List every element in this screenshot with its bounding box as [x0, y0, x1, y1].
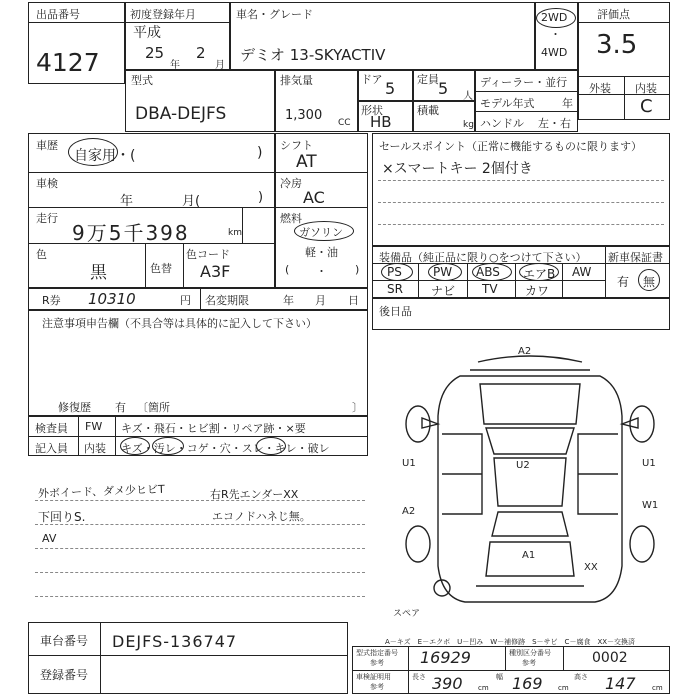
divider: [145, 243, 146, 288]
interior-row-label: 内装: [84, 442, 106, 455]
model-label: 型式: [131, 74, 153, 87]
divider: [515, 263, 516, 298]
mark-left-rear: A2: [402, 506, 416, 517]
width-value: 169: [512, 674, 543, 693]
comment-right-2: エコノドハネじ無。: [212, 510, 311, 523]
height-label: 高さ: [574, 673, 588, 681]
length-value: 390: [432, 674, 463, 693]
name-change-month: 月: [315, 294, 326, 307]
month-value: 2: [196, 44, 206, 62]
divider: [275, 207, 368, 208]
divider: [605, 246, 606, 298]
category-value: 0002: [592, 650, 628, 666]
interior-row-text: キズ・汚レ・コゲ・穴・スレ・キレ・破レ: [121, 442, 330, 455]
r-ticket-value: 10310: [88, 290, 136, 308]
car-name-value: デミオ 13-SKYACTIV: [240, 46, 386, 64]
equip-pw: PW: [433, 265, 453, 279]
designation-value: 16929: [420, 648, 471, 667]
divider: [28, 243, 275, 244]
fuel-dot: ・: [316, 265, 327, 278]
color-change-label: 色替: [150, 262, 172, 275]
equip-ps: PS: [387, 265, 402, 279]
divider: [115, 416, 116, 456]
width-label: 幅: [496, 673, 503, 681]
fuel-paren-right: ): [355, 263, 360, 276]
after-install-box: [372, 298, 670, 330]
fuel-label: 燃料: [280, 212, 302, 225]
cert-label: 車検証明用: [356, 673, 391, 681]
divider: [475, 111, 578, 112]
mileage-unit: km: [228, 228, 242, 238]
doors-value: 5: [385, 79, 396, 98]
equip-navi: ナビ: [431, 284, 456, 298]
history-label: 車歴: [36, 139, 58, 152]
divider: [200, 288, 201, 310]
mileage-value: 9万5千398: [72, 221, 190, 245]
category-label: 種別区分番号: [509, 649, 551, 657]
capacity-unit: 人: [463, 91, 473, 102]
handle-value: 左・右: [538, 117, 571, 130]
inspect-label: 検査員: [35, 422, 68, 435]
shape-value: HB: [370, 113, 392, 131]
dash-line: [378, 180, 664, 181]
car-name-label: 車名・グレード: [236, 8, 313, 21]
dash-line: [35, 500, 365, 501]
divider: [275, 172, 368, 173]
wear-circle: [256, 437, 286, 455]
mark-trunk: A1: [522, 550, 536, 561]
divider: [28, 172, 275, 173]
model-year-label: モデル年式: [480, 97, 535, 110]
comment-left-1: 外ボイード、ダメ少ヒビT: [37, 482, 165, 501]
dash-line: [35, 572, 365, 573]
comment-right-1: 右R先エンダーXX: [210, 488, 299, 501]
kg-unit: kg: [463, 120, 474, 130]
dealer-label: ディーラー・並行: [480, 76, 568, 89]
divider: [467, 263, 468, 298]
divider: [624, 76, 625, 120]
divider: [372, 263, 670, 264]
inspection-month: 月(: [182, 194, 201, 209]
equip-abs: ABS: [476, 265, 500, 279]
equip-airbag: エアB: [523, 267, 556, 281]
fw-text: キズ・飛石・ヒビ割・リペア跡・×要: [121, 422, 306, 435]
divider: [28, 22, 125, 23]
designation-ref: 参考: [370, 659, 384, 667]
divider: [78, 416, 79, 456]
divider: [242, 207, 243, 243]
model-year-unit: 年: [562, 97, 573, 110]
year-unit: 年: [170, 60, 180, 71]
divider: [352, 670, 670, 671]
chassis-value: DEJFS-136747: [112, 632, 238, 651]
divider: [578, 22, 670, 23]
divider: [562, 263, 563, 298]
notes-label: 注意事項申告欄（不具合等は具体的に記入して下さい）: [42, 317, 317, 330]
first-registration-label: 初度登録年月: [130, 8, 196, 21]
color-label: 色: [36, 248, 47, 261]
length-unit: cm: [478, 684, 489, 692]
capacity-value: 5: [438, 79, 449, 98]
interior-label: 内装: [635, 82, 657, 95]
fuel-gas: ガソリン: [299, 226, 343, 239]
designation-label: 型式指定番号: [356, 649, 398, 657]
mark-roof: U2: [516, 460, 530, 471]
model-value: DBA-DEJFS: [135, 104, 227, 124]
mark-left-front: U1: [402, 458, 416, 469]
displacement-value: 1,300: [285, 108, 323, 123]
fill-label: 記入員: [35, 442, 68, 455]
damage-legend: A－キズ E－エクボ U－凹み W－補修跡 S－サビ C－腐食 XX－交換済: [385, 638, 636, 646]
width-unit: cm: [558, 684, 569, 692]
dash-line: [35, 548, 365, 549]
selling-points-label: セールスポイント（正常に機能するものに限ります）: [379, 140, 643, 153]
category-ref: 参考: [522, 659, 536, 667]
dash-line: [378, 202, 664, 203]
fuel-light: 軽・油: [305, 246, 338, 259]
displacement-label: 排気量: [280, 74, 313, 87]
name-change-label: 名変期限: [205, 294, 249, 307]
height-value: 147: [605, 674, 636, 693]
cc-unit: CC: [338, 118, 351, 128]
load-label: 積載: [417, 104, 439, 117]
after-install-label: 後日品: [379, 305, 412, 318]
equip-tv: TV: [482, 282, 498, 296]
repair-spot: 〔箇所: [137, 401, 170, 414]
divider: [408, 646, 409, 694]
divider: [100, 622, 101, 694]
mark-front: A2: [518, 346, 532, 357]
inspection-year: 年: [120, 194, 134, 209]
ac-label: 冷房: [280, 177, 302, 190]
inspection-label: 車検: [36, 177, 58, 190]
length-label: 長さ: [412, 673, 426, 681]
cert-ref: 参考: [370, 683, 384, 691]
mileage-label: 走行: [36, 212, 58, 225]
warranty-label: 新車保証書: [608, 251, 663, 264]
chassis-label: 車台番号: [40, 634, 89, 648]
drive-2wd: 2WD: [541, 11, 568, 24]
exterior-label: 外装: [589, 82, 611, 95]
divider: [183, 243, 184, 288]
grade-value: 3.5: [596, 30, 638, 60]
shift-label: シフト: [280, 139, 313, 152]
height-unit: cm: [652, 684, 663, 692]
divider: [475, 91, 578, 92]
mark-rear-right: XX: [584, 562, 598, 573]
divider: [28, 207, 275, 208]
inspection-close: ): [258, 190, 264, 205]
registration-label: 登録番号: [40, 668, 89, 682]
ac-value: AC: [303, 188, 325, 207]
year-value: 25: [145, 44, 165, 62]
equip-sr: SR: [387, 282, 403, 296]
capacity-label: 定員: [417, 73, 439, 86]
comment-left-3: AV: [42, 532, 57, 545]
era-value: 平成: [133, 25, 161, 41]
divider: [418, 263, 419, 298]
shape-label: 形状: [361, 104, 383, 117]
mark-right-front: U1: [642, 458, 656, 469]
equip-aw: AW: [572, 265, 592, 279]
drive-4wd: 4WD: [541, 46, 568, 59]
selling-points-value: ×スマートキー 2個付き: [382, 161, 533, 177]
color-code-value: A3F: [200, 262, 231, 281]
shift-value: AT: [296, 152, 317, 172]
handle-label: ハンドル: [480, 117, 524, 130]
color-value: 黒: [90, 263, 107, 283]
divider: [28, 436, 368, 437]
history-close: ): [257, 145, 263, 161]
yen-unit: 円: [180, 294, 191, 307]
warranty-yes: 有: [617, 275, 630, 289]
month-unit: 月: [215, 60, 225, 71]
equip-leather: カワ: [525, 284, 550, 298]
interior-grade-value: C: [640, 96, 653, 117]
car-damage-diagram: [390, 336, 680, 616]
dash-line: [378, 224, 664, 225]
fw-label: FW: [85, 420, 103, 433]
history-value: 自家用・(: [74, 148, 136, 164]
name-change-year: 年: [283, 294, 294, 307]
grade-label: 評価点: [597, 8, 630, 21]
scratch-circle: [120, 437, 150, 455]
comment-left-2: 下回りS.: [38, 510, 86, 524]
fuel-paren-left: (: [285, 263, 290, 276]
r-ticket-label: R券: [42, 294, 61, 307]
drive-dot: ・: [550, 28, 561, 41]
mark-right-rear: W1: [642, 500, 659, 511]
lot-label: 出品番号: [36, 8, 80, 21]
divider: [28, 655, 348, 656]
repair-value: 有: [115, 401, 126, 414]
spare-label: スペア: [393, 609, 421, 619]
lot-number: 4127: [36, 48, 100, 77]
repair-close: 〕: [352, 401, 363, 414]
equipment-label: 装備品（純正品に限り○をつけて下さい）: [379, 251, 587, 264]
dash-line: [35, 524, 365, 525]
color-code-label: 色コード: [186, 248, 230, 261]
divider: [563, 646, 564, 670]
name-change-day: 日: [348, 294, 359, 307]
divider: [505, 646, 506, 670]
doors-label: ドア: [361, 73, 383, 86]
dash-line: [35, 596, 365, 597]
dirt-circle: [152, 437, 184, 455]
repair-label: 修復歴: [58, 401, 91, 414]
warranty-no: 無: [643, 275, 656, 289]
